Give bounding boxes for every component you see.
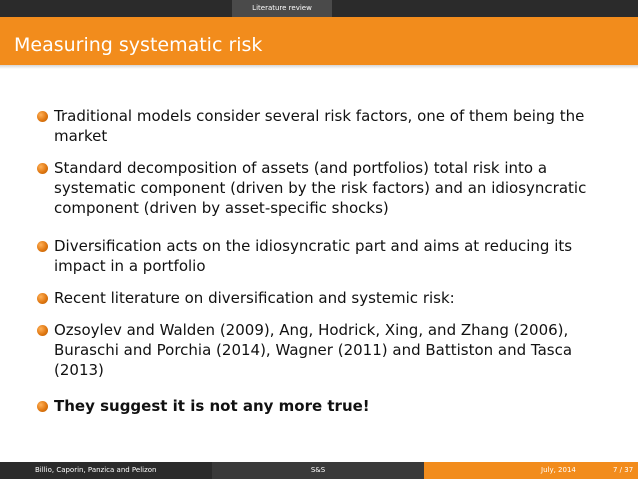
list-item: They suggest it is not any more true! [54,397,370,415]
slide-title: Measuring systematic risk [14,34,263,56]
footer-bar [0,462,638,479]
bullet-icon [37,163,48,174]
footer-date: July, 2014 [541,466,576,474]
list-item: Recent literature on diversification and systemic risk: [54,289,455,307]
bullet-icon [37,293,48,304]
list-item: Standard decomposition of assets (and portfolios) total risk into a systematic component (driven by the risk factors) and an idiosyncratic component (driven by asset-specific shocks) [54,159,587,217]
list-item: Ozsoylev and Walden (2009), Ang, Hodrick, Xing, and Zhang (2006), Buraschi and Porchia (2014), Wagner (2011) and Battiston and Tasca (2013) [54,321,573,379]
bullet-icon [37,241,48,252]
list-item: Diversification acts on the idiosyncratic part and aims at reducing its impact in a portfolio [54,237,573,275]
footer-page-number: 7 / 37 [613,466,634,474]
bullet-icon [37,401,48,412]
list-item: Traditional models consider several risk factors, one of them being the market [54,107,585,145]
footer-title-box [212,462,424,479]
footer-short-title: S&S [310,466,326,474]
footer-authors-box [0,462,212,479]
section-tab[interactable]: Literature review [232,0,332,17]
bullet-icon [37,325,48,336]
bullet-icon [37,111,48,122]
footer-date-box [424,462,638,479]
footer-authors: Billio, Caporin, Panzica and Pelizon [35,466,157,474]
